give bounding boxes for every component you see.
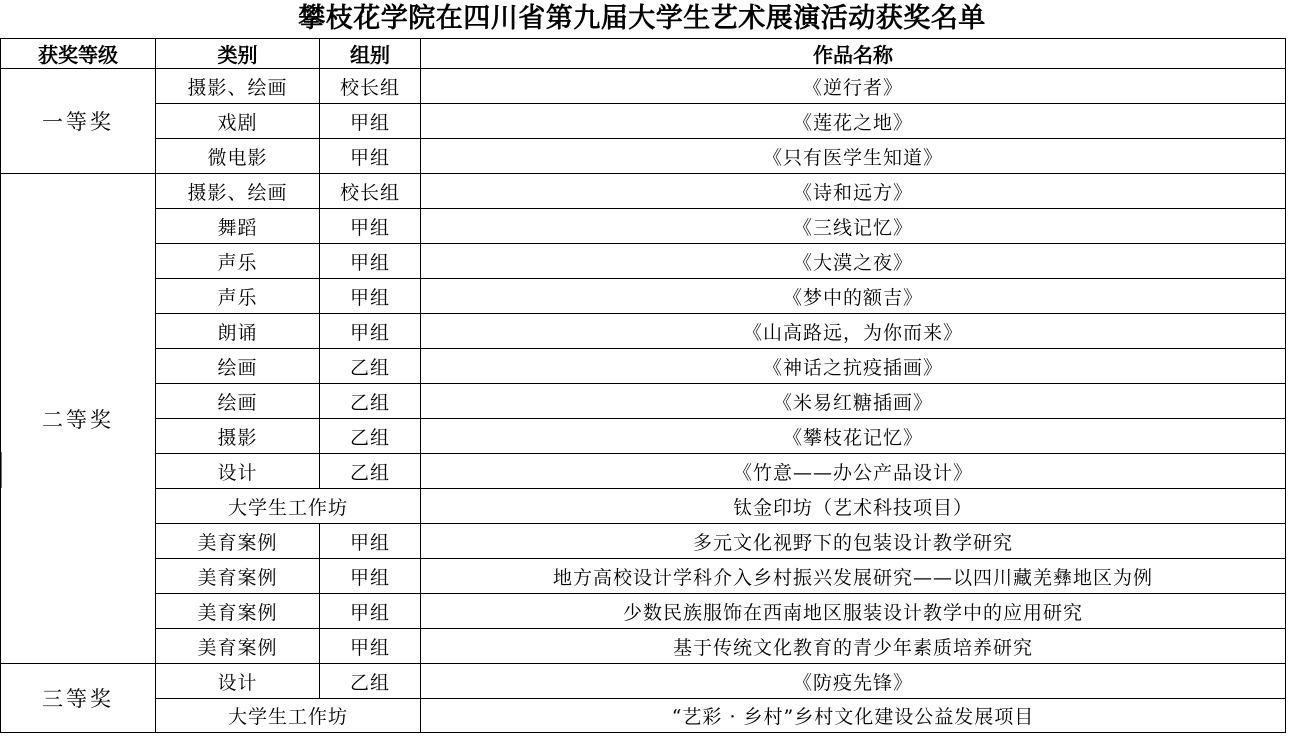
table-row xyxy=(1,244,1286,279)
work-cell[interactable]: 基于传统文化教育的青少年素质培养研究 xyxy=(421,629,1286,664)
group-cell[interactable]: 甲组 xyxy=(320,244,421,279)
table-row xyxy=(1,384,1286,419)
work-cell[interactable]: 《米易红糖插画》 xyxy=(421,384,1286,419)
category-merged-cell[interactable]: 大学生工作坊 xyxy=(156,699,421,733)
work-cell[interactable]: 钛金印坊（艺术科技项目） xyxy=(421,489,1286,524)
work-cell[interactable]: 《大漠之夜》 xyxy=(421,244,1286,279)
work-cell[interactable]: 《只有医学生知道》 xyxy=(421,139,1286,174)
award-level-cell[interactable]: 三等奖 xyxy=(1,664,156,733)
work-cell[interactable]: “艺彩 · 乡村”乡村文化建设公益发展项目 xyxy=(421,699,1286,733)
group-cell[interactable]: 乙组 xyxy=(320,419,421,454)
group-cell[interactable]: 甲组 xyxy=(320,279,421,314)
category-cell[interactable]: 绘画 xyxy=(156,384,320,419)
group-cell[interactable]: 校长组 xyxy=(320,174,421,209)
awards-table xyxy=(0,38,1286,733)
work-cell[interactable]: 地方高校设计学科介入乡村振兴发展研究——以四川藏羌彝地区为例 xyxy=(421,559,1286,594)
table-row xyxy=(1,419,1286,454)
work-cell[interactable]: 少数民族服饰在西南地区服装设计教学中的应用研究 xyxy=(421,594,1286,629)
category-cell[interactable]: 设计 xyxy=(156,664,320,699)
category-cell[interactable]: 美育案例 xyxy=(156,559,320,594)
table-row xyxy=(1,664,1286,699)
work-cell[interactable]: 《莲花之地》 xyxy=(421,104,1286,139)
group-cell[interactable]: 校长组 xyxy=(320,69,421,104)
table-row xyxy=(1,629,1286,664)
group-cell[interactable]: 乙组 xyxy=(320,664,421,699)
category-cell[interactable]: 绘画 xyxy=(156,349,320,384)
group-cell[interactable]: 乙组 xyxy=(320,384,421,419)
category-cell[interactable]: 舞蹈 xyxy=(156,209,320,244)
award-level-cell[interactable]: 二等奖 xyxy=(1,174,156,664)
group-cell[interactable]: 乙组 xyxy=(320,349,421,384)
group-cell[interactable]: 甲组 xyxy=(320,559,421,594)
group-cell[interactable]: 甲组 xyxy=(320,139,421,174)
work-cell[interactable]: 《攀枝花记忆》 xyxy=(421,419,1286,454)
table-row xyxy=(1,559,1286,594)
table-row xyxy=(1,489,1286,524)
group-cell[interactable]: 甲组 xyxy=(320,104,421,139)
category-cell[interactable]: 微电影 xyxy=(156,139,320,174)
group-cell[interactable]: 甲组 xyxy=(320,629,421,664)
category-merged-cell[interactable]: 大学生工作坊 xyxy=(156,489,421,524)
header-category[interactable]: 类别 xyxy=(156,39,320,69)
table-row xyxy=(1,524,1286,559)
category-cell[interactable]: 摄影 xyxy=(156,419,320,454)
work-cell[interactable]: 《防疫先锋》 xyxy=(421,664,1286,699)
category-cell[interactable]: 美育案例 xyxy=(156,524,320,559)
category-cell[interactable]: 戏剧 xyxy=(156,104,320,139)
work-cell[interactable]: 《诗和远方》 xyxy=(421,174,1286,209)
category-cell[interactable]: 美育案例 xyxy=(156,594,320,629)
work-cell[interactable]: 《梦中的额吉》 xyxy=(421,279,1286,314)
category-cell[interactable]: 摄影、绘画 xyxy=(156,174,320,209)
category-cell[interactable]: 美育案例 xyxy=(156,629,320,664)
table-row xyxy=(1,174,1286,209)
table-row xyxy=(1,104,1286,139)
table-row xyxy=(1,69,1286,104)
table-row xyxy=(1,594,1286,629)
group-cell[interactable]: 甲组 xyxy=(320,594,421,629)
work-cell[interactable]: 《山高路远，为你而来》 xyxy=(421,314,1286,349)
header-award[interactable]: 获奖等级 xyxy=(1,39,156,69)
table-row xyxy=(1,454,1286,489)
group-cell[interactable]: 甲组 xyxy=(320,209,421,244)
table-row xyxy=(1,314,1286,349)
work-cell[interactable]: 《神话之抗疫插画》 xyxy=(421,349,1286,384)
work-cell[interactable]: 多元文化视野下的包装设计教学研究 xyxy=(421,524,1286,559)
group-cell[interactable]: 甲组 xyxy=(320,314,421,349)
award-level-cell[interactable]: 一等奖 xyxy=(1,69,156,174)
table-row xyxy=(1,209,1286,244)
page-title: 攀枝花学院在四川省第九届大学生艺术展演活动获奖名单 xyxy=(298,3,986,34)
table-row xyxy=(1,349,1286,384)
category-cell[interactable]: 设计 xyxy=(156,454,320,489)
table-header-row xyxy=(1,39,1286,69)
work-cell[interactable]: 《三线记忆》 xyxy=(421,209,1286,244)
category-cell[interactable]: 声乐 xyxy=(156,244,320,279)
table-row xyxy=(1,699,1286,733)
group-cell[interactable]: 乙组 xyxy=(320,454,421,489)
category-cell[interactable]: 摄影、绘画 xyxy=(156,69,320,104)
work-cell[interactable]: 《逆行者》 xyxy=(421,69,1286,104)
group-cell[interactable]: 甲组 xyxy=(320,524,421,559)
category-cell[interactable]: 朗诵 xyxy=(156,314,320,349)
table-row xyxy=(1,279,1286,314)
work-cell[interactable]: 《竹意——办公产品设计》 xyxy=(421,454,1286,489)
header-work[interactable]: 作品名称 xyxy=(421,39,1286,69)
header-group[interactable]: 组别 xyxy=(320,39,421,69)
category-cell[interactable]: 声乐 xyxy=(156,279,320,314)
table-row xyxy=(1,139,1286,174)
